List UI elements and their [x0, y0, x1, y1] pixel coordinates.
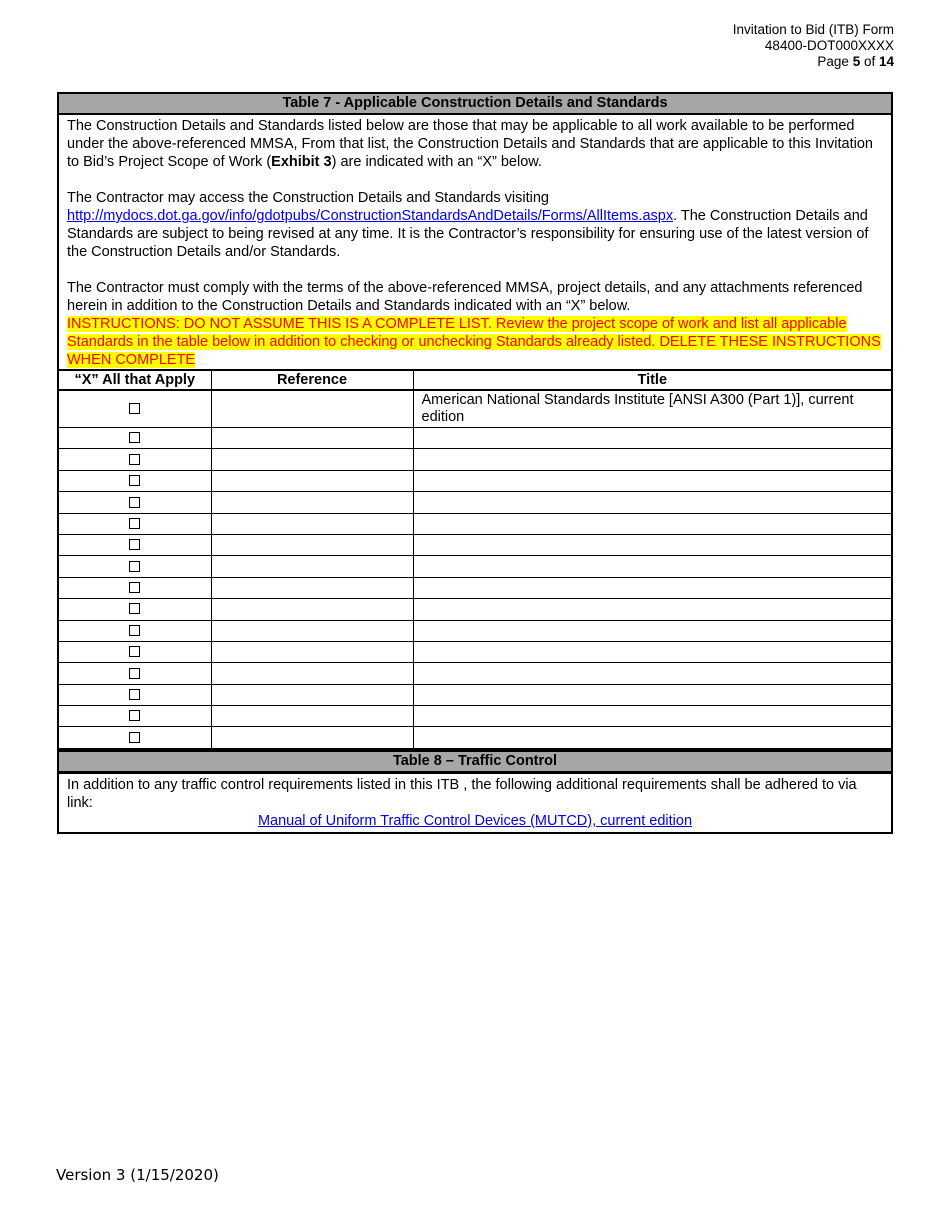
- reference-cell[interactable]: [211, 663, 413, 684]
- table7-para2: The Contractor may access the Construction Details and Standards visiting http://mydocs.dot.ga.gov/info/gdotpubs/ConstructionStandardsAndDetails/Forms/AllItems.aspx. The Construction Details and Standards are subject to being revised at any time. It is the Contractor’s responsibility for ensuring use of the latest version of the Construction Details and/or Standards.: [67, 190, 869, 260]
- apply-checkbox[interactable]: [129, 432, 140, 443]
- apply-checkbox[interactable]: [129, 689, 140, 700]
- apply-checkbox[interactable]: [129, 497, 140, 508]
- reference-cell[interactable]: [211, 727, 413, 748]
- table7-para3: The Contractor must comply with the terms of the above-referenced MMSA, project details, and any attachments referenced herein in addition to the Construction Details and Standards indicated with an “X” below.: [67, 280, 863, 314]
- standards-row: [59, 556, 891, 577]
- reference-cell[interactable]: [211, 599, 413, 620]
- apply-cell: [59, 641, 211, 662]
- standards-row: [59, 470, 891, 491]
- standards-row: [59, 577, 891, 598]
- title-cell[interactable]: [413, 534, 891, 555]
- table7-instructions: INSTRUCTIONS: DO NOT ASSUME THIS IS A COMPLETE LIST. Review the project scope of work and list all applicable Standards in the table below in addition to checking or unchecking Standards already listed. DELETE THESE INSTRUCTIONS WHEN COMPLETE: [67, 316, 881, 368]
- standards-row: [59, 534, 891, 555]
- standards-row: [59, 449, 891, 470]
- title-cell[interactable]: [413, 492, 891, 513]
- apply-checkbox[interactable]: [129, 539, 140, 550]
- apply-checkbox[interactable]: [129, 646, 140, 657]
- standards-row: [59, 428, 891, 449]
- title-cell[interactable]: [413, 641, 891, 662]
- apply-cell: [59, 470, 211, 491]
- apply-cell: [59, 513, 211, 534]
- apply-checkbox[interactable]: [129, 561, 140, 572]
- reference-cell[interactable]: [211, 684, 413, 705]
- title-cell[interactable]: [413, 620, 891, 641]
- standards-table: [59, 369, 891, 749]
- apply-checkbox[interactable]: [129, 625, 140, 636]
- apply-checkbox[interactable]: [129, 582, 140, 593]
- title-cell[interactable]: [413, 513, 891, 534]
- standards-row: [59, 620, 891, 641]
- title-cell[interactable]: [413, 706, 891, 727]
- apply-cell: [59, 428, 211, 449]
- standards-row: [59, 641, 891, 662]
- standards-row: [59, 492, 891, 513]
- title-cell[interactable]: [413, 470, 891, 491]
- col-header-apply: “X” All that Apply: [59, 370, 211, 390]
- title-cell[interactable]: [413, 428, 891, 449]
- title-cell[interactable]: [413, 599, 891, 620]
- standards-row: [59, 663, 891, 684]
- apply-checkbox[interactable]: [129, 403, 140, 414]
- reference-cell[interactable]: [211, 556, 413, 577]
- apply-cell: [59, 684, 211, 705]
- title-cell[interactable]: [413, 556, 891, 577]
- standards-row: [59, 599, 891, 620]
- reference-cell[interactable]: [211, 470, 413, 491]
- standards-row: [59, 706, 891, 727]
- apply-cell: [59, 599, 211, 620]
- reference-cell[interactable]: [211, 620, 413, 641]
- apply-cell: [59, 620, 211, 641]
- table7-title: Table 7 - Applicable Construction Details and Standards: [59, 94, 891, 115]
- table7-intro: [59, 115, 891, 369]
- mutcd-link[interactable]: Manual of Uniform Traffic Control Devices (MUTCD), current edition: [257, 812, 693, 829]
- apply-checkbox[interactable]: [129, 454, 140, 465]
- col-header-title: Title: [413, 370, 891, 390]
- title-cell[interactable]: [413, 684, 891, 705]
- form-name: Invitation to Bid (ITB) Form: [732, 22, 894, 37]
- reference-cell[interactable]: [211, 577, 413, 598]
- reference-cell[interactable]: [211, 492, 413, 513]
- apply-checkbox[interactable]: [129, 603, 140, 614]
- apply-cell: [59, 663, 211, 684]
- apply-checkbox[interactable]: [129, 710, 140, 721]
- reference-cell[interactable]: [211, 390, 413, 428]
- apply-cell: [59, 492, 211, 513]
- page-number: Page 5 of 14: [817, 54, 894, 69]
- apply-checkbox[interactable]: [129, 475, 140, 486]
- standards-row: [59, 390, 891, 428]
- apply-cell: [59, 706, 211, 727]
- table8-title: Table 8 – Traffic Control: [59, 749, 891, 774]
- col-header-reference: Reference: [211, 370, 413, 390]
- reference-cell[interactable]: [211, 706, 413, 727]
- apply-cell: [59, 390, 211, 428]
- reference-cell[interactable]: [211, 513, 413, 534]
- apply-cell: [59, 727, 211, 748]
- apply-cell: [59, 577, 211, 598]
- title-cell[interactable]: [413, 727, 891, 748]
- title-cell[interactable]: American National Standards Institute [ANSI A300 (Part 1)], current edition: [413, 390, 891, 428]
- table8-body: [59, 774, 891, 832]
- title-cell[interactable]: [413, 577, 891, 598]
- standards-row: [59, 727, 891, 748]
- apply-checkbox[interactable]: [129, 668, 140, 679]
- standards-link[interactable]: http://mydocs.dot.ga.gov/info/gdotpubs/ConstructionStandardsAndDetails/Forms/AllItems.aspx: [67, 208, 674, 224]
- standards-row: [59, 513, 891, 534]
- page-header: [733, 22, 894, 70]
- standards-header-row: [59, 370, 891, 390]
- apply-checkbox[interactable]: [129, 518, 140, 529]
- version-footer: Version 3 (1/15/2020): [56, 1166, 219, 1184]
- reference-cell[interactable]: [211, 428, 413, 449]
- title-cell[interactable]: [413, 449, 891, 470]
- reference-cell[interactable]: [211, 449, 413, 470]
- reference-cell[interactable]: [211, 641, 413, 662]
- table8-text: In addition to any traffic control requirements listed in this ITB , the following additional requirements shall be adhered to via link:: [67, 776, 857, 811]
- apply-cell: [59, 556, 211, 577]
- table7-para1: The Construction Details and Standards listed below are those that may be applicable to all work available to be performed under the above-referenced MMSA, From that list, the Construction Details and Standards that are applicable to this Invitation to Bid’s Project Scope of Work (Exhibit 3) are indicated with an “X” below.: [67, 118, 873, 170]
- title-cell[interactable]: [413, 663, 891, 684]
- apply-cell: [59, 449, 211, 470]
- form-number: 48400-DOT000XXXX: [764, 38, 894, 53]
- tables-frame: [57, 92, 893, 834]
- apply-cell: [59, 534, 211, 555]
- apply-checkbox[interactable]: [129, 732, 140, 743]
- reference-cell[interactable]: [211, 534, 413, 555]
- standards-row: [59, 684, 891, 705]
